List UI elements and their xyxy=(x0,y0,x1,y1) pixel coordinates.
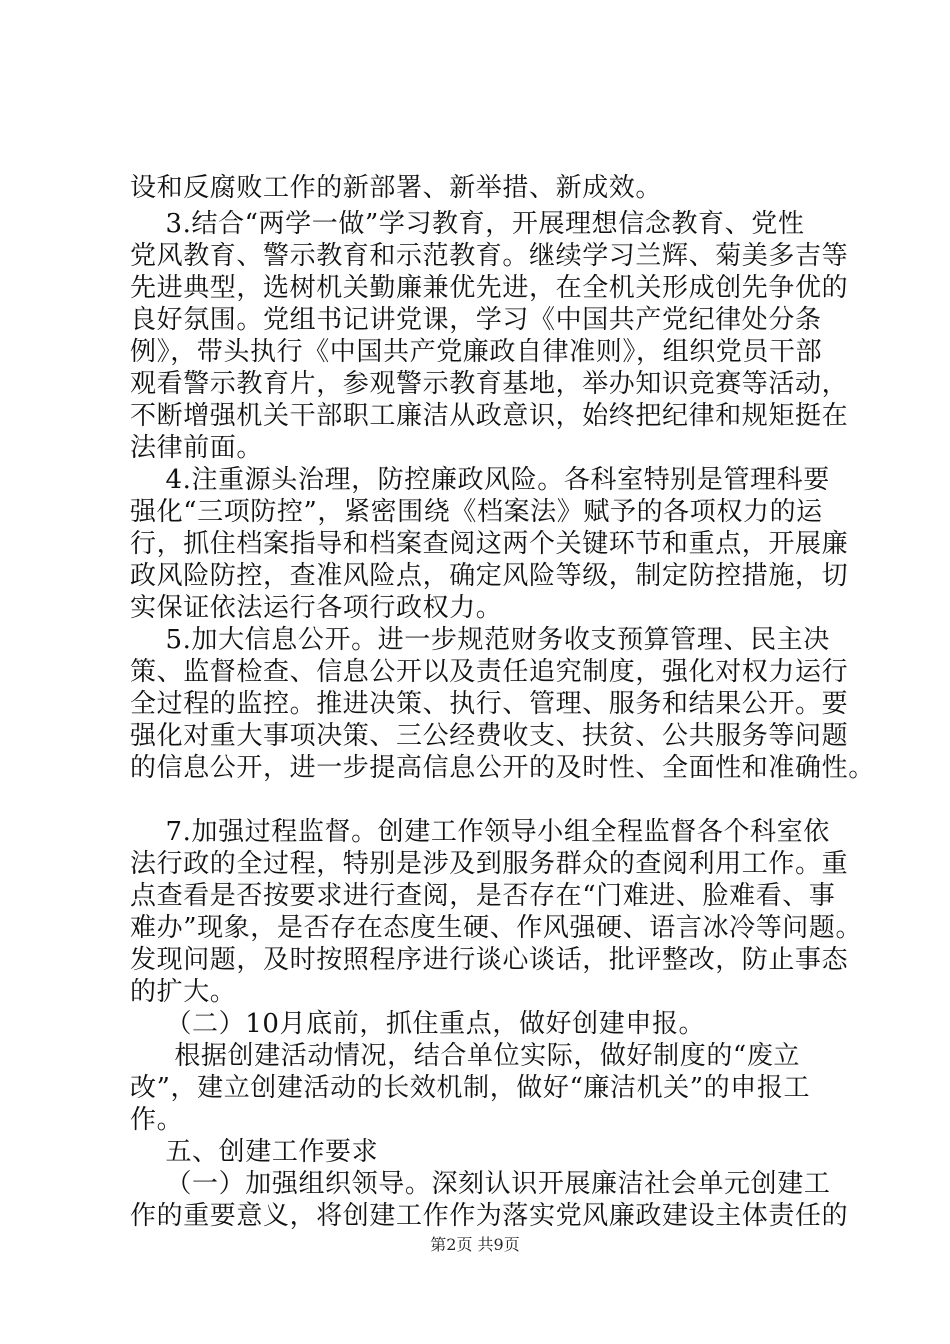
text-line: 不断增强机关干部职工廉洁从政意识，始终把纪律和规矩挺在 xyxy=(130,401,849,431)
text-line: 观看警示教育片，参观警示教育基地，举办知识竞赛等活动， xyxy=(130,369,849,399)
text-line: 法行政的全过程，特别是涉及到服务群众的查阅利用工作。重 xyxy=(130,849,849,879)
text-line: 发现问题，及时按照程序进行谈心谈话，批评整改，防止事态 xyxy=(130,945,849,975)
text-line: 作。 xyxy=(130,1105,184,1135)
text-line: 强化“三项防控”，紧密围绕《档案法》赋予的各项权力的运 xyxy=(130,497,823,527)
text-line: 3.结合“两学一做”学习教育，开展理想信念教育、党性 xyxy=(130,209,805,239)
text-line: 作的重要意义，将创建工作作为落实党风廉政建设主体责任的 xyxy=(130,1201,849,1231)
text-line: 全过程的监控。推进决策、执行、管理、服务和结果公开。要 xyxy=(130,689,849,719)
text-line: 设和反腐败工作的新部署、新举措、新成效。 xyxy=(130,173,663,203)
text-line: 5.加大信息公开。进一步规范财务收支预算管理、民主决 xyxy=(130,625,830,655)
text-line: 的信息公开，进一步提高信息公开的及时性、全面性和准确性。 xyxy=(130,753,875,783)
text-line: 4.注重源头治理，防控廉政风险。各科室特别是管理科要 xyxy=(130,465,830,495)
text-line: 强化对重大事项决策、三公经费收支、扶贫、公共服务等问题 xyxy=(130,721,849,751)
text-line: 政风险防控，查准风险点，确定风险等级，制定防控措施，切 xyxy=(130,561,849,591)
text-line: 7.加强过程监督。创建工作领导小组全程监督各个科室依 xyxy=(130,817,830,847)
text-line: 良好氛围。党组书记讲党课，学习《中国共产党纪律处分条 xyxy=(130,305,822,335)
text-line: 改”，建立创建活动的长效机制，做好“廉洁机关”的申报工 xyxy=(130,1073,811,1103)
text-line: 五、创建工作要求 xyxy=(130,1137,379,1167)
text-line: 难办”现象，是否存在态度生硬、作风强硬、语言冰冷等问题。 xyxy=(130,913,863,943)
text-line: 点查看是否按要求进行查阅，是否存在“门难进、脸难看、事 xyxy=(130,881,836,911)
text-line: 的扩大。 xyxy=(130,977,237,1007)
text-line: 实保证依法运行各项行政权力。 xyxy=(130,593,503,623)
page-footer: 第2页 共9页 xyxy=(430,1235,520,1254)
text-line: 根据创建活动情况，结合单位实际，做好制度的“废立 xyxy=(130,1041,801,1071)
text-line: 策、监督检查、信息公开以及责任追究制度，强化对权力运行 xyxy=(130,657,849,687)
text-line: （一）加强组织领导。深刻认识开展廉洁社会单元创建工 xyxy=(130,1169,831,1199)
text-line: （二）10月底前，抓住重点，做好创建申报。 xyxy=(130,1009,706,1039)
text-line: 行，抓住档案指导和档案查阅这两个关键环节和重点，开展廉 xyxy=(130,529,849,559)
text-line: 党风教育、警示教育和示范教育。继续学习兰辉、菊美多吉等 xyxy=(130,241,849,271)
text-line: 例》，带头执行《中国共产党廉政自律准则》，组织党员干部 xyxy=(130,337,823,367)
text-line: 先进典型，选树机关勤廉兼优先进，在全机关形成创先争优的 xyxy=(130,273,849,303)
text-line: 法律前面。 xyxy=(130,433,264,463)
